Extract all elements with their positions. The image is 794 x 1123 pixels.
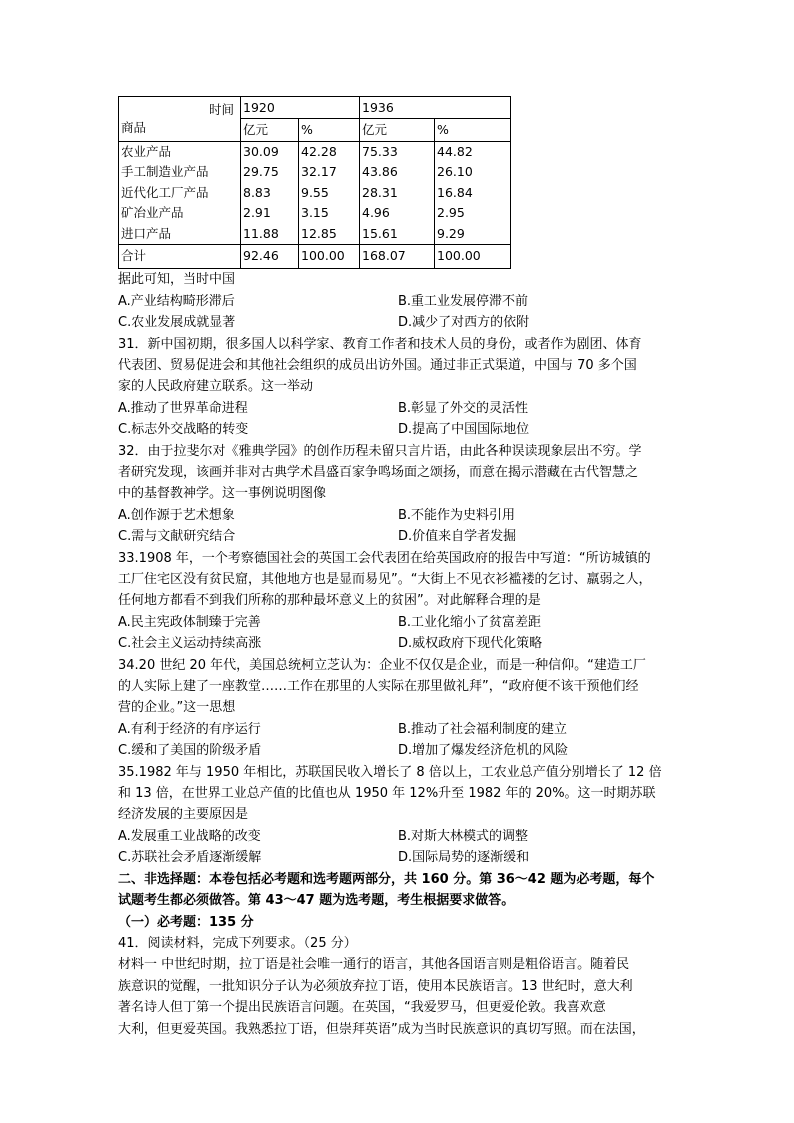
question-line: 代表团、贸易促进会和其他社会组织的成员出访外国。通过非正式渠道，中国与 70 多个国 <box>118 357 637 373</box>
option-b: B.工业化缩小了贫富差距 <box>398 614 542 630</box>
unit-cell: 亿元 <box>241 119 299 141</box>
option-a: A.产业结构畸形滞后 <box>118 293 235 309</box>
option-b: B.对斯大林模式的调整 <box>398 828 529 844</box>
table-cell: 2.91 <box>243 205 271 221</box>
question-34 <box>118 655 678 762</box>
header-goods: 商品 <box>121 120 147 136</box>
option-d: D.增加了爆发经济危机的风险 <box>398 743 569 759</box>
row-label: 进口产品 <box>121 225 172 241</box>
row-label: 矿冶业产品 <box>121 205 184 221</box>
question-intro: 41．阅读材料，完成下列要求。（25 分） <box>118 935 357 951</box>
option-a: A.创作源于艺术想象 <box>118 507 235 523</box>
year-1920: 1920 <box>241 97 360 119</box>
table-cell: 8.83 <box>243 184 271 200</box>
option-d: D.提高了中国国际地位 <box>398 422 530 438</box>
table-cell: 44.82 <box>437 143 473 159</box>
question-line: 经济发展的主要原因是 <box>118 807 249 823</box>
option-b: B.不能作为史料引用 <box>398 507 516 523</box>
option-b: B.彰显了外交的灵活性 <box>398 400 529 416</box>
exam-page <box>118 96 678 1040</box>
row-labels <box>119 141 241 245</box>
question-line: 营的企业。”这一思想 <box>118 700 236 716</box>
material-line: 材料一 中世纪时期，拉丁语是社会唯一通行的语言，其他各国语言则是粗俗语言。随着民 <box>118 957 630 973</box>
question-line: 的人实际上建了一座教堂……工作在那里的人实际在那里做礼拜”，“政府便不该干预他们经 <box>118 679 639 695</box>
section-two-heading <box>118 869 678 933</box>
option-c: C.社会主义运动持续高涨 <box>118 636 262 652</box>
material-line: 族意识的觉醒，一批知识分子认为必须放弃拉丁语，使用本民族语言。13 世纪时，意大利 <box>118 978 633 994</box>
option-d: D.国际局势的逐渐缓和 <box>398 850 530 866</box>
question-line: 者研究发现，该画并非对古典学术昌盛百家争鸣场面之颂扬，而意在揭示潜藏在古代智慧之 <box>118 464 639 480</box>
col-1920-pct <box>299 141 360 245</box>
col-1920-value <box>241 141 299 245</box>
table-cell: 28.31 <box>362 184 398 200</box>
question-line: 工厂住宅区没有贫民窟，其他地方也是显而易见”。“大街上不见衣衫褴褛的乞讨、羸弱之人， <box>118 572 652 587</box>
unit-cell: % <box>435 119 511 141</box>
table-cell: 26.10 <box>437 164 473 180</box>
question-33 <box>118 548 678 655</box>
unit-cell: 亿元 <box>360 119 435 141</box>
option-b: B.重工业发展停滞不前 <box>398 293 529 309</box>
option-d: D.减少了对西方的依附 <box>398 315 530 331</box>
commodity-value-table <box>118 96 511 269</box>
total-cell: 168.07 <box>360 245 435 269</box>
option-c: C.农业发展成就显著 <box>118 315 236 331</box>
question-line: 32．由于拉斐尔对《雅典学园》的创作历程未留只言片语，由此各种误读现象层出不穷。学 <box>118 443 642 459</box>
option-c: C.缓和了美国的阶级矛盾 <box>118 743 262 759</box>
total-cell: 100.00 <box>435 245 511 269</box>
question-line: 35.1982 年与 1950 年相比，苏联国民收入增长了 8 倍以上，工农业总产值分别增长了 12 倍 <box>118 764 662 780</box>
question-line: 任何地方都看不到我们所称的那种最坏意义上的贫困”。对此解释合理的是 <box>118 593 541 609</box>
option-a: A.有利于经济的有序运行 <box>118 721 261 737</box>
option-c: C.苏联社会矛盾逐渐缓解 <box>118 850 262 866</box>
table-cell: 15.61 <box>362 225 398 241</box>
option-a: A.发展重工业战略的改变 <box>118 828 261 844</box>
option-d: D.价值来自学者发掘 <box>398 529 517 545</box>
table-cell: 2.95 <box>437 205 465 221</box>
table-cell: 12.85 <box>301 225 337 241</box>
question-line: 31．新中国初期，很多国人以科学家、教育工作者和技术人员的身份，或者作为剧团、体育 <box>118 336 642 352</box>
header-time: 时间 <box>208 102 234 117</box>
row-label: 农业产品 <box>121 143 172 159</box>
material-line: 著名诗人但丁第一个提出民族语言问题。在英国，“我爱罗马，但更爱伦敦。我喜欢意 <box>118 1000 606 1016</box>
table-cell: 29.75 <box>243 164 279 180</box>
option-b: B.推动了社会福利制度的建立 <box>398 721 568 737</box>
required-heading: （一）必考题：135 分 <box>118 914 254 930</box>
question-line: 和 13 倍，在世界工业总产值的比值也从 1950 年 12%升至 1982 年的 20%。这一时期苏联 <box>118 786 656 802</box>
total-label: 合计 <box>119 245 241 269</box>
year-1936: 1936 <box>360 97 511 119</box>
table-cell: 42.28 <box>301 143 337 159</box>
question-line: 33.1908 年，一个考察德国社会的英国工会代表团在给英国政府的报告中写道：“所访城镇的 <box>118 550 651 566</box>
option-c: C.需与文献研究结合 <box>118 529 236 545</box>
total-cell: 92.46 <box>241 245 299 269</box>
table-cell: 9.29 <box>437 225 465 241</box>
table-cell: 32.17 <box>301 164 337 180</box>
col-1936-pct <box>435 141 511 245</box>
section-line: 二、非选择题：本卷包括必考题和选考题两部分，共 160 分。第 36～42 题为必考题，每个 <box>118 871 655 887</box>
table-cell: 16.84 <box>437 184 473 200</box>
table-cell: 11.88 <box>243 225 279 241</box>
table-cell: 43.86 <box>362 164 398 180</box>
col-1936-value <box>360 141 435 245</box>
question-line: 34.20 世纪 20 年代，美国总统柯立芝认为：企业不仅仅是企业，而是一种信仰。“建造工厂 <box>118 657 646 673</box>
question-30 <box>118 269 678 333</box>
question-35 <box>118 762 678 869</box>
total-cell: 100.00 <box>299 245 360 269</box>
material-line: 大利，但更爱英国。我熟悉拉丁语，但崇拜英语”成为当时民族意识的真切写照。而在法国， <box>118 1021 645 1037</box>
option-c: C.标志外交战略的转变 <box>118 422 249 438</box>
table-cell: 3.15 <box>301 205 329 221</box>
table-cell: 4.96 <box>362 205 390 221</box>
question-32 <box>118 441 678 548</box>
question-line: 中的基督教神学。这一事例说明图像 <box>118 486 327 502</box>
question-31 <box>118 334 678 441</box>
table-cell: 30.09 <box>243 143 279 159</box>
row-label: 手工制造业产品 <box>121 164 209 180</box>
question-41 <box>118 933 678 1040</box>
option-a: A.推动了世界革命进程 <box>118 400 248 416</box>
table-cell: 75.33 <box>362 143 398 159</box>
table-cell: 9.55 <box>301 184 329 200</box>
option-a: A.民主宪政体制臻于完善 <box>118 614 261 630</box>
question-line: 家的人民政府建立联系。这一举动 <box>118 379 314 395</box>
row-label: 近代化工厂产品 <box>121 184 209 200</box>
table-corner-header <box>119 97 241 142</box>
section-line: 试题考生都必须做答。第 43～47 题为选考题，考生根据要求做答。 <box>118 893 515 909</box>
option-d: D.威权政府下现代化策略 <box>398 636 543 652</box>
question-stem: 据此可知，当时中国 <box>118 272 236 288</box>
unit-cell: % <box>299 119 360 141</box>
